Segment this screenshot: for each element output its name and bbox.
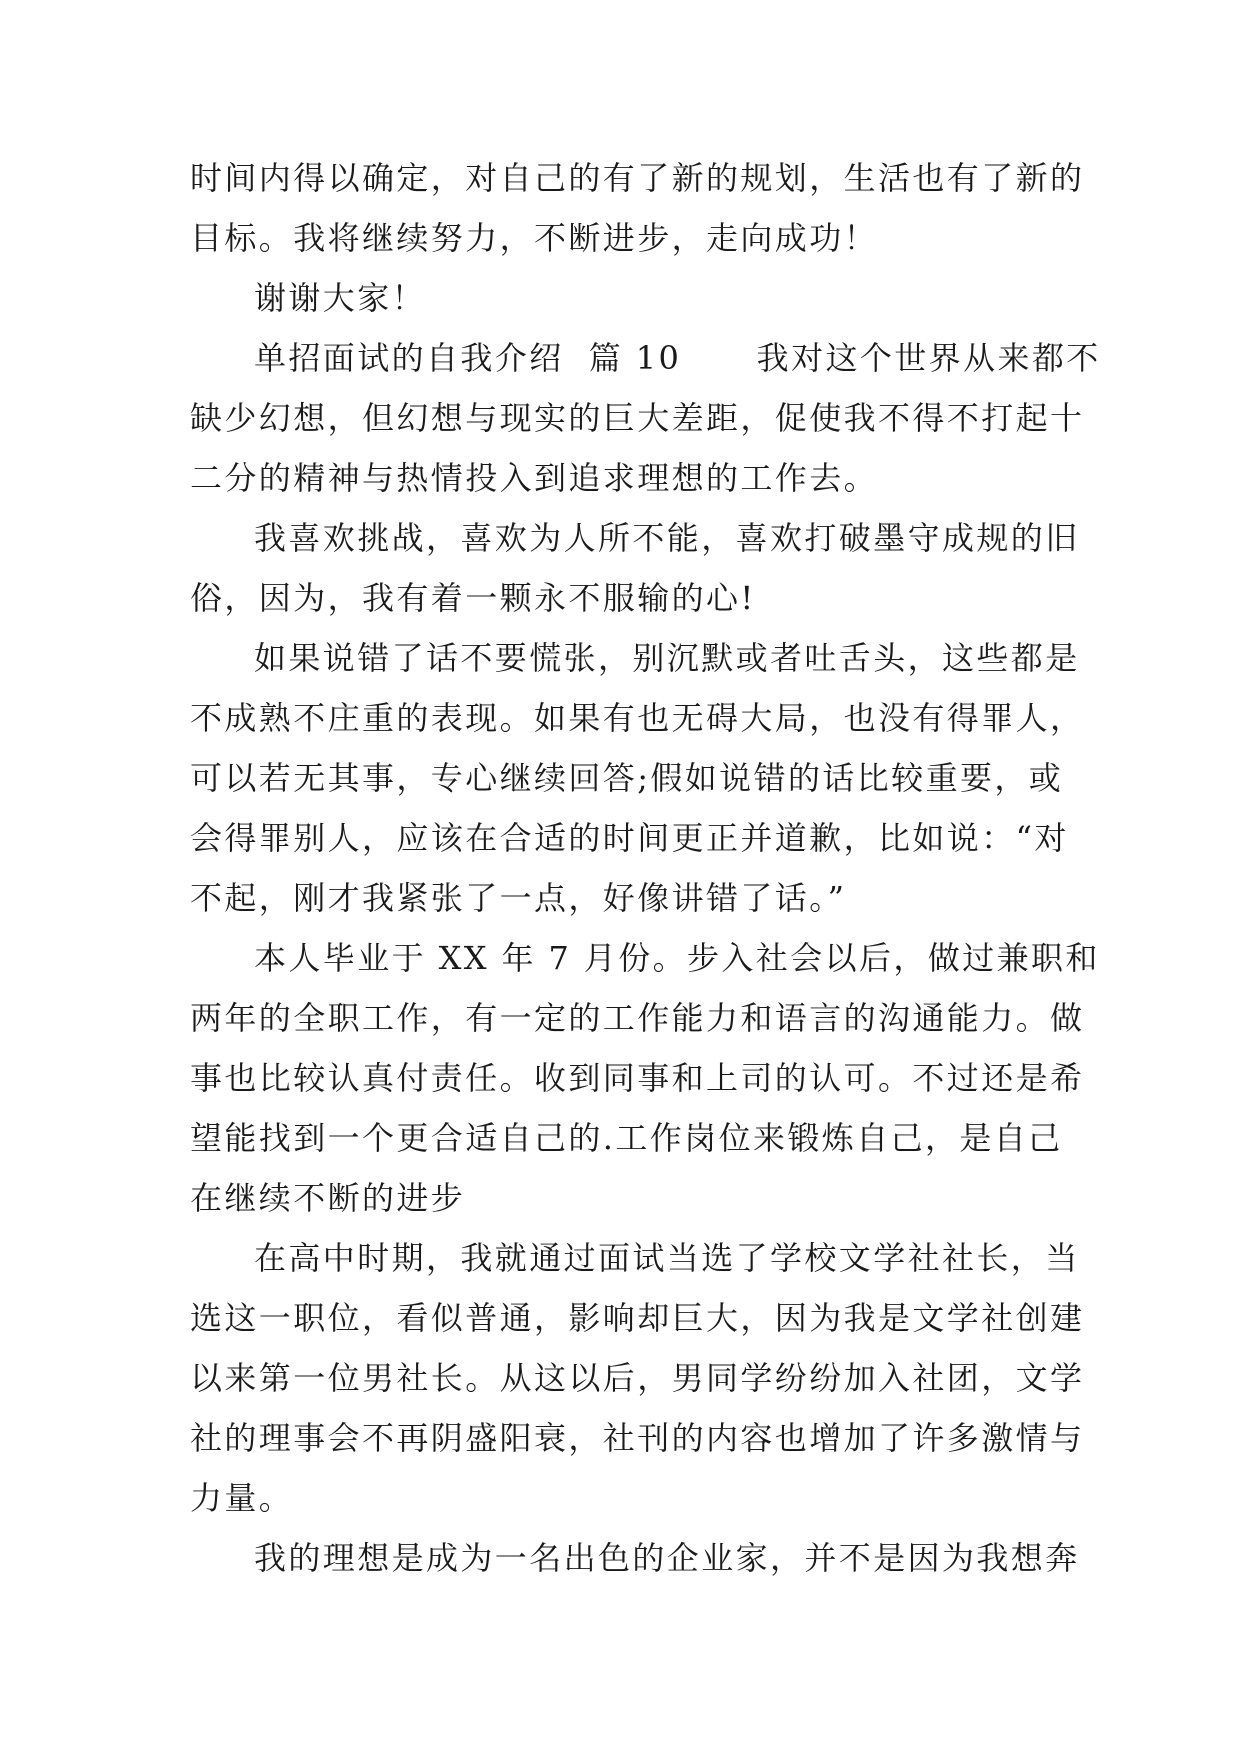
text-line: 我的理想是成为一名出色的企业家，并不是因为我想奔 (254, 1539, 1080, 1577)
text-line: 力量。 (190, 1479, 294, 1517)
text-line: 选这一职位，看似普通，影响却巨大，因为我是文学社创建 (190, 1299, 1085, 1337)
text-line: 事也比较认真付责任。收到同事和上司的认可。不过还是希 (190, 1059, 1085, 1097)
text-line: 望能找到一个更合适自己的.工作岗位来锻炼自己，是自己 (190, 1119, 1063, 1157)
text-line: 社的理事会不再阴盛阳衰，社刊的内容也增加了许多激情与 (190, 1419, 1085, 1457)
text-line: 缺少幻想，但幻想与现实的巨大差距，促使我不得不打起十 (190, 399, 1085, 437)
text-line: 本人毕业于 XX 年 7 月份。步入社会以后，做过兼职和 (254, 939, 1100, 977)
text-line: 如果说错了话不要慌张，别沉默或者吐舌头，这些都是 (254, 639, 1080, 677)
text-line: 目标。我将继续努力，不断进步，走向成功！ (190, 219, 879, 257)
text-line: 时间内得以确定，对自己的有了新的规划，生活也有了新的 (190, 159, 1085, 197)
text-line: 可以若无其事，专心继续回答;假如说错的话比较重要，或 (190, 759, 1064, 797)
text-line: 在继续不断的进步 (190, 1179, 466, 1217)
text-line: 不成熟不庄重的表现。如果有也无碍大局，也没有得罪人， (190, 699, 1085, 737)
text-line: 两年的全职工作，有一定的工作能力和语言的沟通能力。做 (190, 999, 1085, 1037)
text-line: 以来第一位男社长。从这以后，男同学纷纷加入社团，文学 (190, 1359, 1085, 1397)
text-line: 谢谢大家！ (254, 279, 427, 317)
text-line: 会得罪别人，应该在合适的时间更正并道歉，比如说：“对 (190, 819, 1069, 857)
text-line: 不起，刚才我紧张了一点，好像讲错了话。” (190, 879, 847, 917)
text-line: 我喜欢挑战，喜欢为人所不能，喜欢打破墨守成规的旧 (254, 519, 1080, 557)
text-line: 二分的精神与热情投入到追求理想的工作去。 (190, 459, 879, 497)
section-heading: 单招面试的自我介绍 篇 10 我对这个世界从来都不 (254, 339, 1101, 377)
text-line: 在高中时期，我就通过面试当选了学校文学社社长，当 (254, 1239, 1080, 1277)
text-line: 俗，因为，我有着一颗永不服输的心! (190, 579, 756, 617)
